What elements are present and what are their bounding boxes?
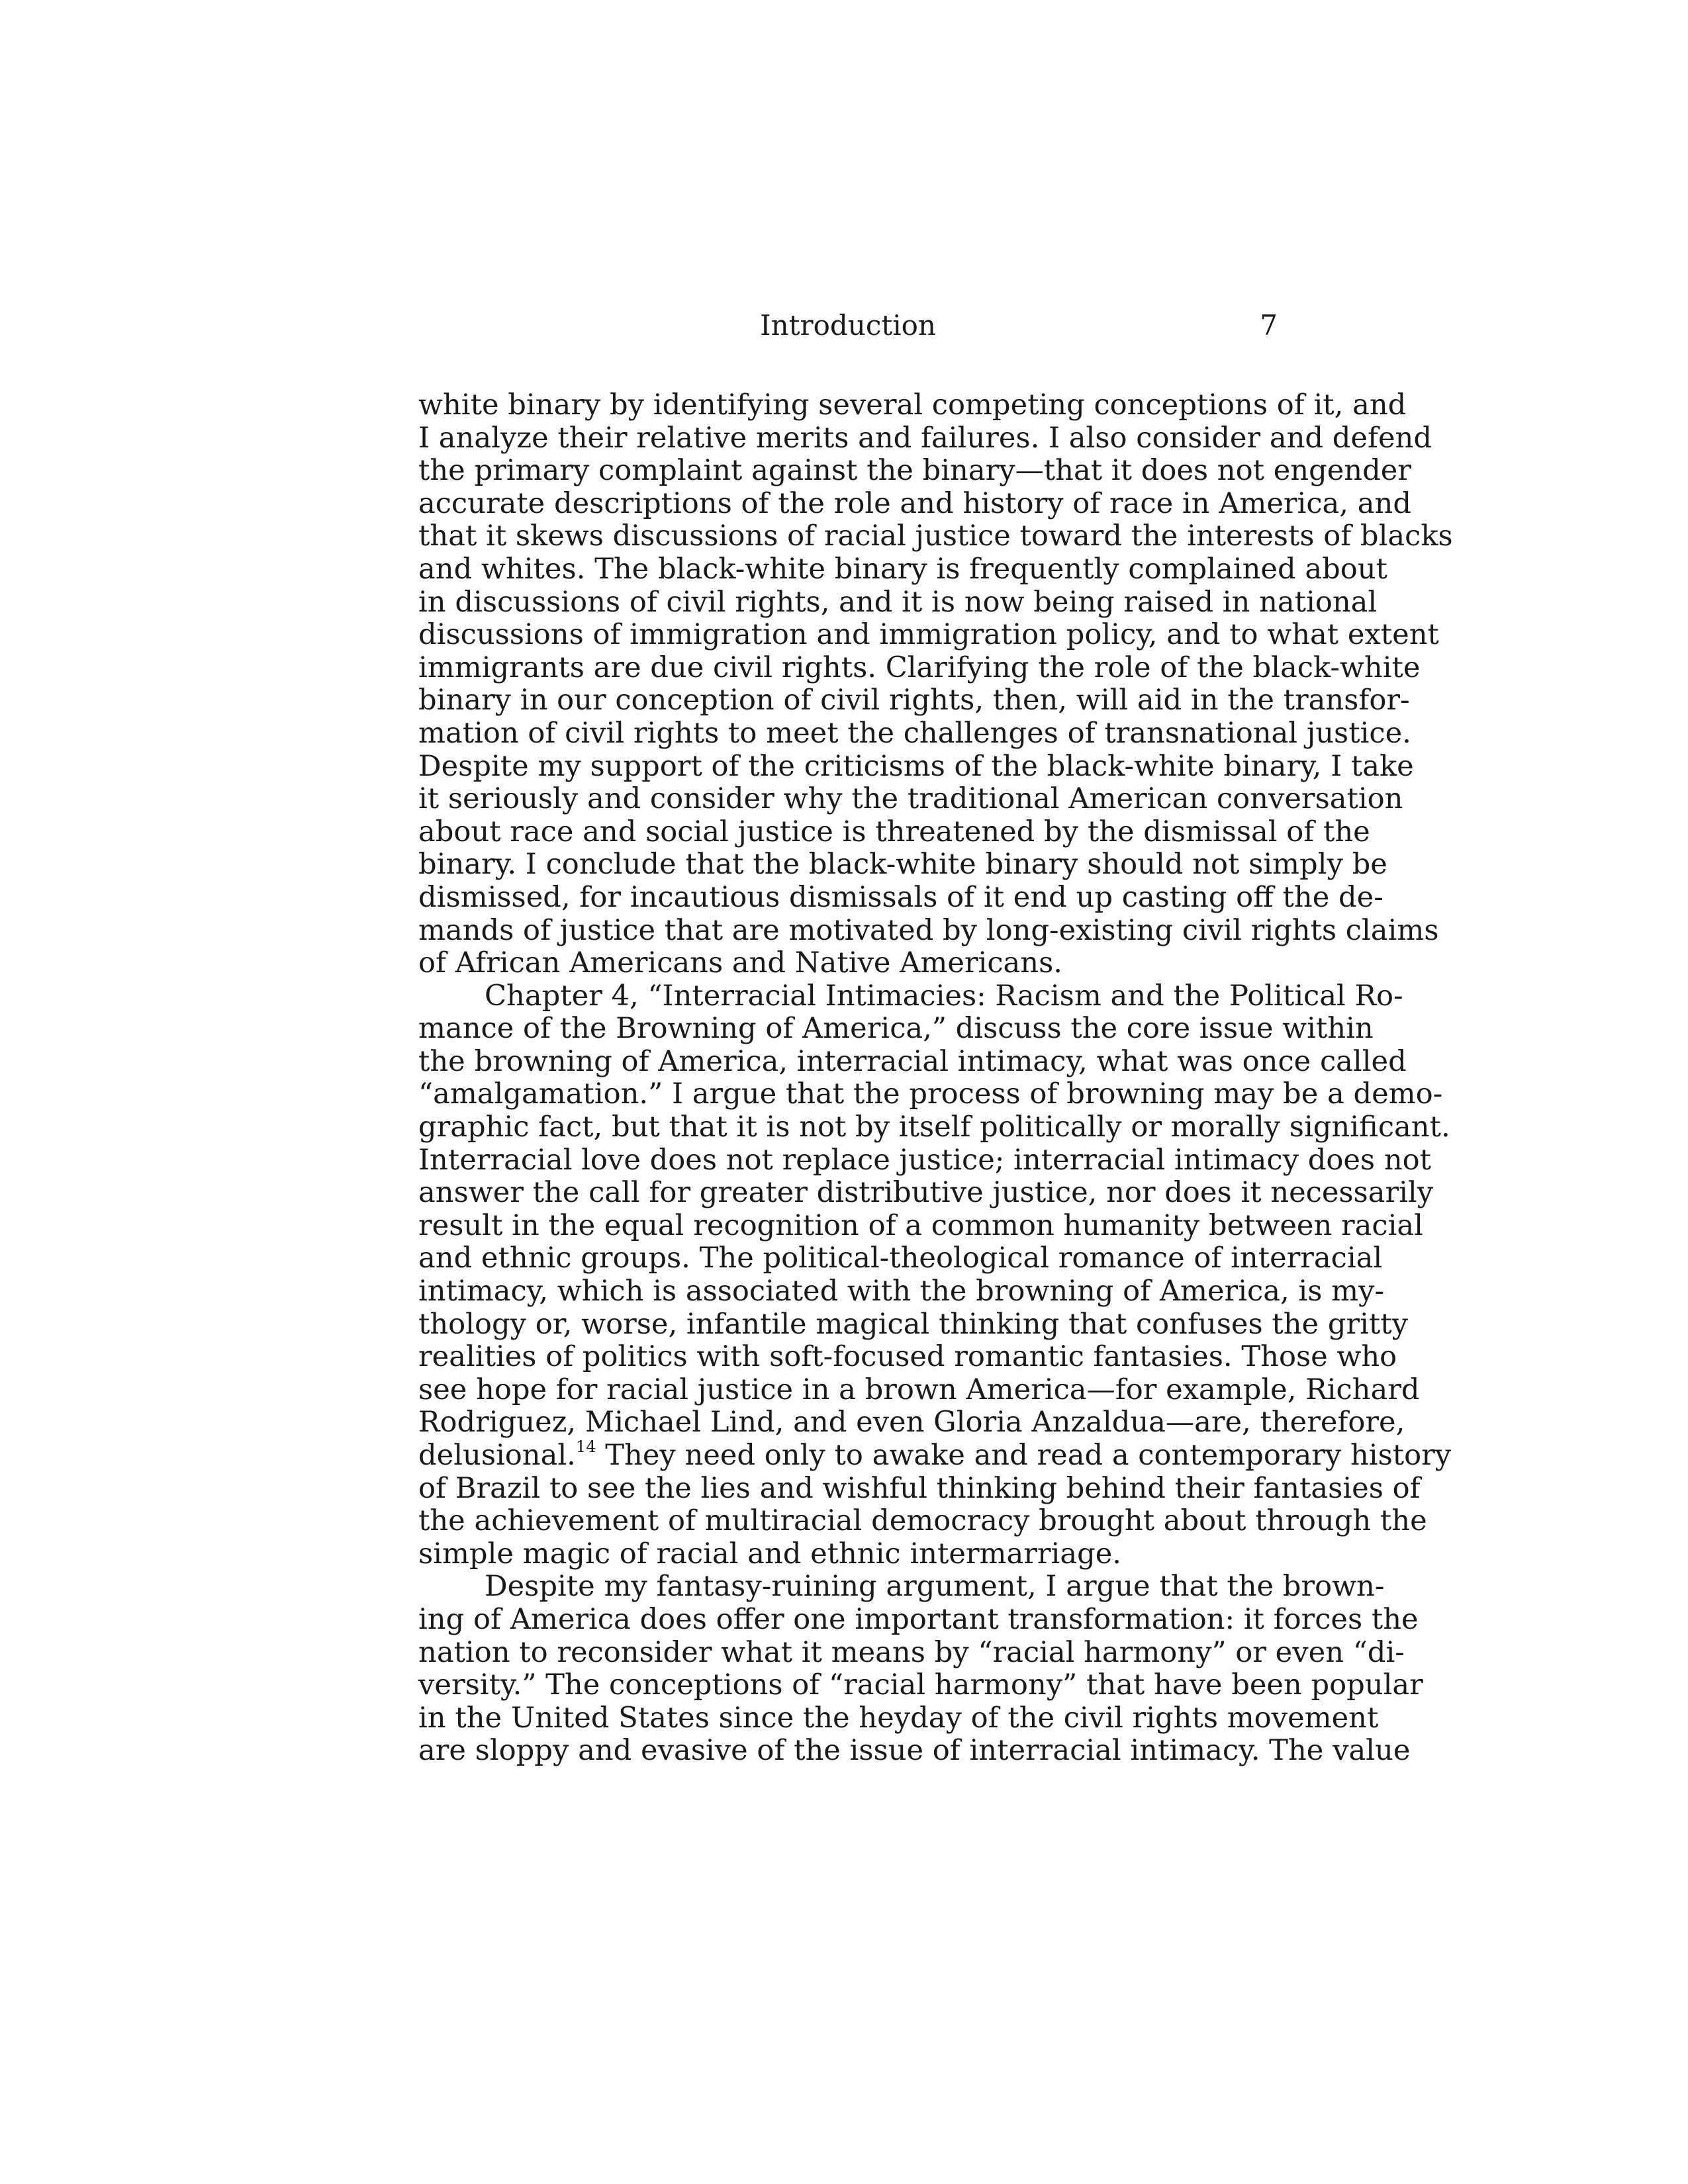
text-line: versity.” The conceptions of “racial harmony” that have been popular: [418, 1668, 1423, 1702]
text-line: Despite my support of the criticisms of the black-white binary, I take: [418, 749, 1414, 783]
text-line: Rodriguez, Michael Lind, and even Gloria Anzaldua—are, therefore,: [418, 1406, 1405, 1439]
paragraph-2: [418, 979, 1452, 1571]
text-line: are sloppy and evasive of the issue of interracial intimacy. The value: [418, 1734, 1411, 1768]
text-line: in discussions of civil rights, and it is now being raised in national: [418, 585, 1378, 619]
page-number: 7: [1260, 309, 1278, 341]
text-line: that it skews discussions of racial justice toward the interests of blacks: [418, 520, 1453, 553]
text-line: and whites. The black-white binary is frequently complained about: [418, 552, 1387, 586]
text-line: the achievement of multiracial democracy brought about through the: [418, 1504, 1427, 1538]
text-line: simple magic of racial and ethnic intermarriage.: [418, 1537, 1122, 1570]
text-line: I analyze their relative merits and failures. I also consider and defend: [418, 421, 1432, 455]
text-line: it seriously and consider why the traditional American conversation: [418, 782, 1403, 816]
text-line: in the United States since the heyday of the civil rights movement: [418, 1701, 1379, 1735]
text-line: answer the call for greater distributive justice, nor does it necessarily: [418, 1176, 1434, 1210]
paragraph-1: [418, 388, 1453, 980]
text-line: Despite my fantasy-ruining argument, I argue that the brown-: [485, 1570, 1385, 1604]
text-line: thology or, worse, infantile magical thinking that confuses the gritty: [418, 1307, 1409, 1341]
text-line: result in the equal recognition of a common humanity between racial: [418, 1208, 1423, 1242]
text-line: and ethnic groups. The political-theological romance of interracial: [418, 1242, 1383, 1275]
text-line: about race and social justice is threatened by the dismissal of the: [418, 815, 1370, 848]
text-line: graphic fact, but that it is not by itself politically or morally significant.: [418, 1111, 1450, 1144]
body-text: [418, 388, 1453, 1768]
running-head: [418, 306, 1278, 345]
text-line: realities of politics with soft-focused romantic fantasies. Those who: [418, 1340, 1397, 1374]
text-line: binary in our conception of civil rights, then, will aid in the transfor-: [418, 684, 1410, 717]
text-line: ing of America does offer one important transformation: it forces the: [418, 1602, 1419, 1636]
text-line: see hope for racial justice in a brown America—for example, Richard: [418, 1373, 1420, 1406]
text-line: immigrants are due civil rights. Clarifying the role of the black-white: [418, 651, 1421, 684]
text-fragment: They need only to awake and read a contemporary history: [596, 1439, 1452, 1472]
text-line: Chapter 4, “Interracial Intimacies: Racism and the Political Ro-: [485, 979, 1403, 1013]
text-line: Interracial love does not replace justice; interracial intimacy does not: [418, 1143, 1431, 1177]
text-line: of Brazil to see the lies and wishful thinking behind their fantasies of: [418, 1471, 1421, 1505]
text-line: mands of justice that are motivated by long-existing civil rights claims: [418, 913, 1439, 947]
text-line: “amalgamation.” I argue that the process of browning may be a demo-: [418, 1077, 1443, 1111]
text-line: the primary complaint against the binary—that it does not engender: [418, 454, 1411, 488]
text-line: the browning of America, interracial intimacy, what was once called: [418, 1044, 1407, 1078]
text-line: discussions of immigration and immigration policy, and to what extent: [418, 618, 1439, 652]
text-line: accurate descriptions of the role and history of race in America, and: [418, 486, 1411, 520]
running-head-title: Introduction: [760, 309, 936, 341]
text-fragment: delusional.: [418, 1439, 576, 1472]
text-line: mance of the Browning of America,” discuss the core issue within: [418, 1012, 1374, 1046]
text-line: binary. I conclude that the black-white binary should not simply be: [418, 848, 1387, 882]
text-line: white binary by identifying several competing conceptions of it, and: [418, 388, 1407, 422]
footnote-line: [418, 1437, 1452, 1473]
text-line: dismissed, for incautious dismissals of it end up casting off the de-: [418, 880, 1383, 914]
paragraph-3: [418, 1570, 1423, 1768]
text-line: intimacy, which is associated with the browning of America, is my-: [418, 1275, 1385, 1308]
text-line: of African Americans and Native Americans.: [418, 946, 1062, 980]
footnote-ref[interactable]: 14: [575, 1437, 596, 1456]
text-line: mation of civil rights to meet the challenges of transnational justice.: [418, 716, 1411, 750]
text-line: nation to reconsider what it means by “racial harmony” or even “di-: [418, 1635, 1405, 1669]
